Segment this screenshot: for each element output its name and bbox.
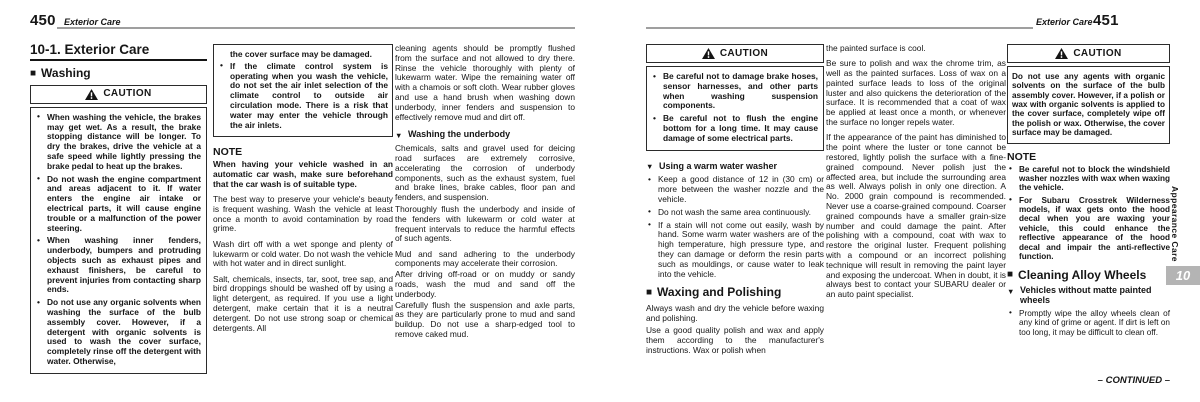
warning-icon <box>1055 48 1068 59</box>
caution-bullet-text: When washing the vehicle, the brakes may get wet. As a result, the brake stopping distance will be longer. To dry the brakes, drive the vehicle at a safe speed while lightly pressing the brake pedal to heat up the brakes. <box>47 111 201 171</box>
bullet-icon: • <box>653 112 656 123</box>
column-1 <box>30 44 207 374</box>
note-text: When having your vehicle washed in an automatic car wash, make sure beforehand that the car wash is of suitable type. <box>213 159 393 189</box>
section-title: 10-1. Exterior Care <box>30 45 207 61</box>
caution-box-suspension <box>646 44 824 151</box>
note-bullet <box>1007 196 1170 261</box>
right-page-number: 451 <box>1093 12 1119 29</box>
caution-body <box>646 66 824 151</box>
caution-bullet-text: Be careful not to flush the engine bottom for a long time. It may cause damage of some electrical parts. <box>663 113 818 143</box>
column-5 <box>826 44 1006 305</box>
caution-label: CAUTION <box>103 88 152 100</box>
left-header-title: Exterior Care <box>64 17 121 27</box>
bullet-icon: • <box>37 234 40 245</box>
column-4 <box>646 44 824 361</box>
chapter-number-tab <box>1166 266 1200 285</box>
square-icon: ■ <box>1007 269 1014 281</box>
paragraph: Use a good quality polish and wax and apply them according to the manufacturer's instructions. Wax or polish when <box>646 324 824 355</box>
paragraph: Be sure to polish and wax the chrome trim, as well as the painted surfaces. Loss of wax on a painted surface leads to loss of the original luster and also quickens the deterioration of the surface. It is recommended that a coat of wax be applied at least once a month, or whenever the surface no longer repels water. <box>826 58 1006 128</box>
paragraph: The best way to preserve your vehicle's beauty is frequent washing. Wash the vehicle at least once a month to avoid contamination by road grime. <box>213 194 393 234</box>
caution-bullet <box>35 236 201 295</box>
caution-bullet-text: Do not wash the engine compartment and areas adjacent to it. If water enters the engine air intake or electrical parts, it will cause engine trouble or a malfunction of the power steering. <box>47 173 201 233</box>
left-page-number: 450 <box>30 12 56 29</box>
warning-icon <box>702 48 715 59</box>
caution-header <box>646 44 824 63</box>
bullet-icon: • <box>1009 308 1012 318</box>
note-bullet-text: Be careful not to block the windshield washer nozzles with wax when waxing the vehicle. <box>1019 164 1170 193</box>
alloy-wheels-heading <box>1007 267 1170 282</box>
warning-icon <box>85 89 98 100</box>
triangle-icon: ▼ <box>395 130 403 140</box>
caution-box-continued <box>213 44 393 137</box>
bullet-icon: • <box>37 173 40 184</box>
note-bullet <box>1007 165 1170 193</box>
caution-bullet-text: When washing inner fenders, underbody, bumpers and protruding objects such as exhaust pipes and exhaust finishers, be careful to prevent injuries from contacting sharp ends. <box>47 235 201 295</box>
note-heading: NOTE <box>213 146 243 159</box>
triangle-icon: ▼ <box>1007 286 1015 296</box>
chapter-tab-label: Appearance Care <box>1170 186 1180 262</box>
caution-header <box>1007 44 1170 63</box>
caution-body <box>1007 66 1170 144</box>
left-header-rule <box>57 27 575 29</box>
washing-heading <box>30 65 207 80</box>
bullet-icon: • <box>653 70 656 81</box>
bullet-icon: • <box>37 111 40 122</box>
caution-header <box>30 85 207 104</box>
bullet-icon: • <box>1009 195 1012 205</box>
column-6 <box>1007 44 1170 340</box>
caution-box-bulb <box>1007 44 1170 144</box>
alloy-wheels-heading-label: Cleaning Alloy Wheels <box>1018 267 1147 282</box>
caution-body <box>30 107 207 374</box>
paragraph: Chemicals, salts and gravel used for deicing road surfaces are extremely corrosive, accelerating the corrosion of underbody components, such as the exhaust system, fuel and brake lines, brake cables, floor pan and fenders, and suspension. <box>395 143 575 203</box>
continued-footer: – CONTINUED – <box>1097 375 1170 386</box>
paragraph: Carefully flush the suspension and axle parts, as they are particularly prone to mud and sand buildup. Do not use a sharp-edged tool to remove caked mud. <box>395 299 575 340</box>
caution-bullet <box>651 72 818 111</box>
paragraph: cleaning agents should be promptly flushed from the surface and not allowed to dry there. Rinse the vehicle thoroughly with plenty of lukewarm water. Wipe the remaining water off with a chamois or soft cloth. Wear rubber gloves and use a hand brush when washing down underbody, inner fenders and suspension to effectively remove mud and dirt off. <box>395 43 575 122</box>
caution-bullet <box>35 175 201 234</box>
underbody-heading <box>395 130 575 140</box>
caution-label: CAUTION <box>1073 47 1122 59</box>
caution-text: Do not use any agents with organic solvents on the surface of the bulb assembly cover. However, if a polish or wax with organic solvents is applied to the cover surface, completely wipe off the polish or wax. Otherwise, the cover surface may be damaged. <box>1012 72 1165 138</box>
list-item <box>1007 309 1170 337</box>
bullet-icon: • <box>648 173 651 184</box>
waxing-heading <box>646 285 824 300</box>
caution-box-washing <box>30 85 207 374</box>
square-icon: ■ <box>30 67 37 79</box>
paragraph: Wash dirt off with a wet sponge and plenty of lukewarm or cold water. Do not wash the vehicle with hot water and in direct sunlight. <box>213 238 393 269</box>
caution-bullet-text: If the climate control system is operating when you wash the vehicle, do not set the air inlet selection of the climate control to outside air circulation mode. There is a risk that water may enter the vehicle through the air inlets. <box>230 60 388 130</box>
chapter-number: 10 <box>1175 268 1191 283</box>
caution-bullet <box>35 298 201 367</box>
bullet-icon: • <box>220 60 223 71</box>
caution-continuation-text: the cover surface may be damaged. <box>230 49 372 59</box>
paragraph: Always wash and dry the vehicle before waxing and polishing. <box>646 303 824 324</box>
paragraph: the painted surface is cool. <box>826 43 926 53</box>
warm-water-heading <box>646 162 824 172</box>
caution-bullet <box>35 113 201 172</box>
caution-bullet-text: Be careful not to damage brake hoses, sensor harnesses, and other parts when washing suspension components. <box>663 71 818 111</box>
note-bullet-text: For Subaru Crosstrek Wilderness models, if wax gets onto the hood decal when you are waxing your vehicle, this could enhance the reflective appearance of the hood decal and impair the anti-reflective function. <box>1019 195 1170 261</box>
bullet-icon: • <box>648 206 651 217</box>
caution-bullet <box>651 114 818 143</box>
list-item <box>646 221 824 280</box>
right-header-rule <box>646 27 1033 29</box>
caution-bullet <box>218 62 388 131</box>
bullet-icon: • <box>37 296 40 307</box>
warm-water-heading-label: Using a warm water washer <box>659 160 778 171</box>
paragraph: Salt, chemicals, insects, tar, soot, tree sap, and bird droppings should be washed off by using a light detergent, as required. If you use a light detergent, make certain that it is a neutral detergent. Do not use strong soap or chemical detergents. All <box>213 273 393 333</box>
list-item <box>646 175 824 204</box>
list-item-text: Promptly wipe the alloy wheels clean of any kind of grime or agent. If dirt is left on too long, it may be difficult to clean off. <box>1019 308 1170 337</box>
caution-bullet-text: Do not use any organic solvents when washing the surface of the bulb assembly cover. However, if a detergent with organic solvents is used to wash the cover surface, completely rinse off the detergent with water. Otherwise, <box>47 297 201 366</box>
underbody-heading-label: Washing the underbody <box>408 129 511 140</box>
list-item-text: Keep a good distance of 12 in (30 cm) or more between the washer nozzle and the vehicle. <box>658 174 824 204</box>
bullet-icon: • <box>648 219 651 230</box>
matte-wheels-subheading <box>1007 286 1170 305</box>
triangle-icon: ▼ <box>646 162 654 172</box>
list-item-text: Do not wash the same area continuously. <box>658 206 812 217</box>
list-item <box>646 208 824 218</box>
column-2 <box>213 44 393 339</box>
waxing-heading-label: Waxing and Polishing <box>657 285 782 300</box>
right-header-title: Exterior Care <box>1036 17 1093 27</box>
paragraph: After driving off-road or on muddy or sandy roads, wash the mud and sand off the underbody. <box>395 269 575 299</box>
caution-label: CAUTION <box>719 47 769 59</box>
bullet-icon: • <box>1009 164 1012 174</box>
washing-heading-label: Washing <box>41 65 91 80</box>
square-icon: ■ <box>646 287 653 299</box>
note-heading: NOTE <box>1007 151 1037 164</box>
matte-wheels-subheading-label: Vehicles without matte painted wheels <box>1020 285 1152 305</box>
paragraph: Mud and sand adhering to the underbody components may accelerate their corrosion. <box>395 248 575 269</box>
column-3 <box>395 44 575 345</box>
paragraph: If the appearance of the paint has diminished to the point where the luster or tone cannot be restored, lightly polish the surface with a fine-grained compound. Never polish just the affected area, but include the surrounding area as well. Always polish in only one direction. A No. 2000 grain compound is recommended. Never use a coarse-grained compound. Coarser grained compounds have a smaller grain-size number and could damage the paint. After polishing with a compound, coat with wax to restore the original luster. Frequent polishing with a compound or an incorrect polishing technique will result in removing the paint layer and exposing the undercoat. When in doubt, it is always best to contact your SUBARU dealer or an auto paint specialist. <box>826 132 1006 300</box>
paragraph: Thoroughly flush the underbody and inside of the fenders with lukewarm or cold water at frequent intervals to reduce the harmful effects of such agents. <box>395 203 575 244</box>
list-item-text: If a stain will not come out easily, wash by hand. Some warm water washers are of the high temperature, high pressure type, and they can damage or deform the resin parts such as mouldings, or cause water to leak into the vehicle. <box>658 219 824 279</box>
